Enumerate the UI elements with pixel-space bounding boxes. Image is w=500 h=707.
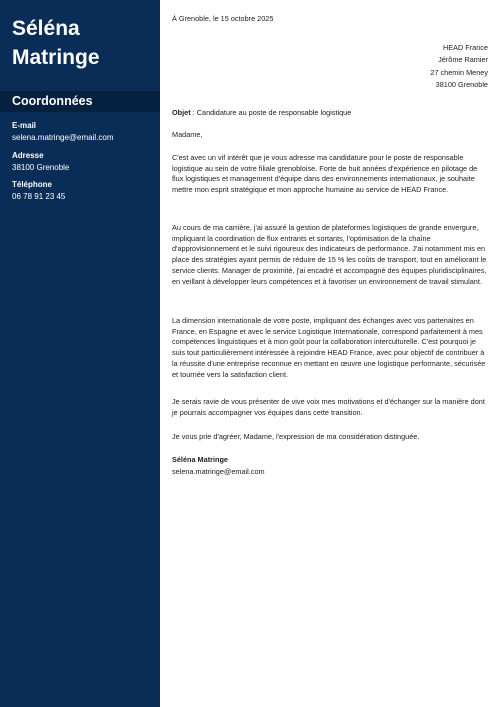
recipient-address	[430, 42, 488, 92]
recipient-city: 38100 Grenoble	[435, 80, 488, 90]
letter-date: À Grenoble, le 15 octobre 2025	[172, 14, 274, 23]
recipient-company: HEAD France	[442, 43, 488, 52]
phone-block	[12, 179, 157, 202]
subject-text: : Candidature au poste de responsable logistique	[190, 108, 352, 117]
paragraph-intro: C'est avec un vif intérêt que je vous adresse ma candidature pour le poste de responsable logistique au sein de votre filiale grenobloise. Forte de huit années d'expérience en pilotage de flux logistiques et management d'équipe dans des environnements internationaux, je souhaite mettre mon esprit stratégique et mon approche humaine au service de HEAD France.	[172, 153, 478, 195]
address-label: Adresse	[12, 151, 44, 160]
email-value: selena.matringe@email.com	[12, 133, 114, 142]
salutation: Madame,	[172, 130, 203, 139]
email-block	[12, 120, 157, 143]
last-name: Matringe	[12, 46, 100, 69]
signature-email: selena.matringe@email.com	[172, 467, 265, 476]
contact-section-title: Coordonnées	[12, 94, 93, 108]
signature-name: Séléna Matringe	[172, 455, 228, 464]
recipient-person: Jérôme Ramier	[438, 55, 488, 65]
paragraph-experience: Au cours de ma carrière, j'ai assuré la gestion de plateformes logistiques de grande envergure, impliquant la coordination de flux entrants et sortants, l'optimisation de la chaîne d'approvisionnement et le suivi rigoureux des indicateurs de performance. J'ai notamment mis en place des stratégies ayant permis de réduire de 15 % les coûts de transport, tout en améliorant le service clients. Manager de proximité, j'ai encadré et accompagné des équipes pluridisciplinaires, en veillant à développer leurs compétences et à favoriser un environnement de travail stimulant.	[172, 223, 487, 286]
paragraph-closing: Je vous prie d'agréer, Madame, l'expression de ma considération distinguée.	[172, 432, 420, 441]
sidebar	[0, 0, 160, 707]
phone-value: 06 78 91 23 45	[12, 192, 66, 201]
address-value: 38100 Grenoble	[12, 163, 70, 172]
letter-subject	[172, 108, 351, 119]
paragraph-interview: Je serais ravie de vous présenter de vive voix mes motivations et d'échanger sur la manière dont je pourrais accompagner vos équipes dans cette transition.	[172, 397, 485, 417]
address-block	[12, 150, 157, 173]
candidate-name	[12, 14, 152, 72]
paragraph-motivation: La dimension internationale de votre poste, impliquant des échanges avec vos partenaires en France, en Espagne et avec le service Logistique Internationale, correspond parfaitement à mes compétences linguistiques et à mon goût pour la collaboration interculturelle. C'est pourquoi je suis tout particulièrement intéressée à rejoindre HEAD France, avec pour objectif de contribuer à la réussite d'une entreprise reconnue en mettant en œuvre une logistique performante, sécurisée et tournée vers la satisfaction client.	[172, 316, 486, 379]
subject-label: Objet	[172, 108, 191, 117]
email-label: E-mail	[12, 121, 37, 130]
first-name: Séléna	[12, 17, 80, 40]
phone-label: Téléphone	[12, 180, 53, 189]
recipient-street: 27 chemin Meney	[430, 67, 488, 77]
